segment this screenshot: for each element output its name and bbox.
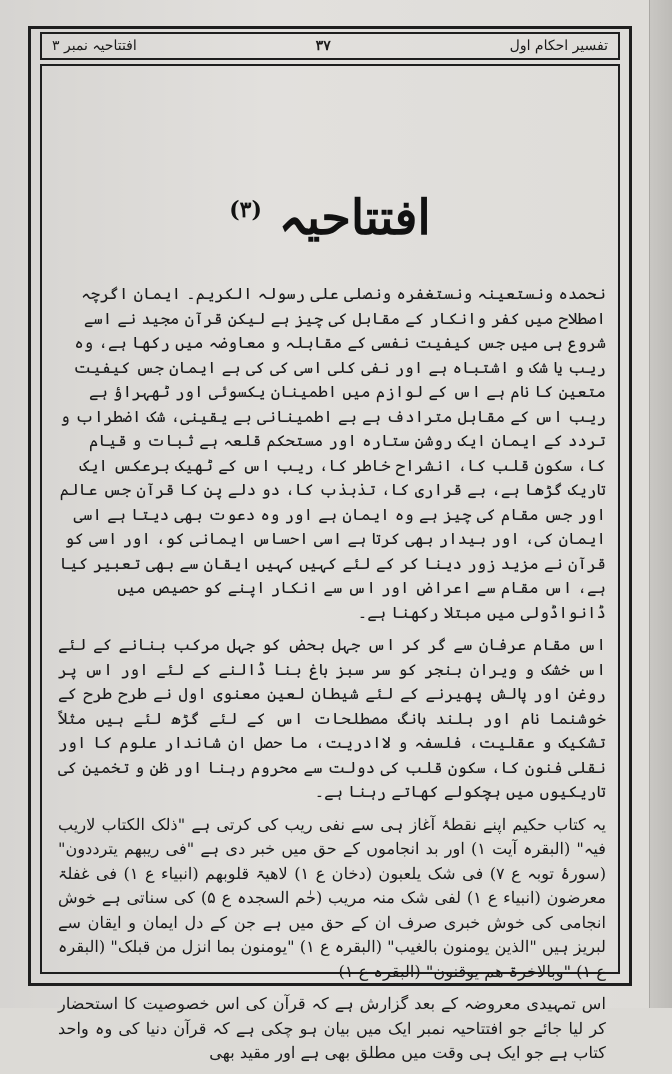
running-header <box>40 32 620 60</box>
title-number: (۳) <box>229 197 262 223</box>
paragraph: یہ کتاب حکیم اپنے نقطۂ آغاز ہی سے نفی ریب کی کرتی ہے "ذلک الکتاب لاریب فیہ" (البقرہ آیت ۱) اور بد انجاموں کے حق میں خبر دی ہے "فی ریبھم یترددون" (سورۂ توبہ ع ۷) فی شک یلعبون (دخان ع ۱) لاھیۃ قلوبھم (انبیاء ع ۱) فی غفلۃ معرضون (انبیاء ع ۱) لفی شک منہ مریب (حٰم السجدہ ع ۵) کی سناتی ہے خوش انجامی کی خوش خبری صرف ان کے حق میں ہے جن کے دل ایمان و ایقان سے لبریز ہیں "الذین یومنون بالغیب" (البقرہ ع ۱) "یومنون بما انزل من قبلک" (البقرہ ع ۱) "وبالاخرۃ ھم یوقنون" (البقرہ ع ۱) <box>58 814 607 981</box>
body-text <box>58 282 606 1074</box>
page-title <box>40 190 620 246</box>
paragraph: نحمدہ ونستعینہ ونستغفرہ ونصلی علی رسولہ الکریم۔ ایمان اگرچہ اصطلاح میں کفر وانکار کے مقابل کی چیز ہے لیکن قرآن مجید نے اسے شروع ہی میں جس کیفیت نفسی کے مقابلہ و معاوضہ میں رکھا ہے، وہ ریب یا شک و اشتباہ ہے اور نفی کلی اسی کی کی ہے ایمان جس کیفیت متعین کا نام ہے اس کے لوازم میں اطمینان یکسوئی اور ٹھہراؤ ہے ریب اس کے مقابل مترادف ہے بے اطمینانی بے یقینی، شک اضطراب و تردد کے ایمان ایک روشن ستارہ اور مستحکم قلعہ ہے ثبات و قیام کا، سکون قلب کا، انشراح خاطر کا، ریب اس کے ٹھیک برعکس ایک تاریک گڑھا ہے، بے قراری کا، تذبذب کا، دو دلے پن کا قرآن جس عالم اور جس مقام کی چیز ہے وہ ایمان ہے اور وہ دعوت بھی دیتا ہے اسی ایمان کی، اور بیدار بھی کرتا ہے اسی احساس ایمانی کو، اور اسی کو قرآن نے مزید زور دینا کر کے لئے کہیں کہیں ایقان سے بھی تعبیر کیا ہے، اس مقام سے اعراض اور اس سے انکار اپنے کو حصیص میں ڈانواڈولی میں مبتلا رکھنا ہے۔ <box>59 284 606 622</box>
paragraph: اس تمہیدی معروضہ کے بعد گزارش ہے کہ قرآن کی اس خصوصیت کا استحضار کر لیا جائے جو افتتاحیہ نمبر ایک میں بیان ہو چکی ہے کہ قرآن دنیا کی وہ واحد کتاب ہے جو ایک ہی وقت میں مطلق بھی ہے اور مقید بھی <box>58 994 606 1062</box>
page-number: ۳۷ <box>315 38 331 54</box>
paragraph: اس مقام عرفان سے گر کر اس جہل بحض کو جہل مرکب بنانے کے لئے اس خشک و ویران بنجر کو سر سبز باغ بنا ڈالنے کے لئے اور اس پر روغن اور پالش پھیرنے کے لئے شیطان لعین معنوی اول نے طرح طرح کے خوشنما نام اور بلند بانگ مصطلحات اس کے لئے گڑھ لئے ہیں مثلاً تشکیک و عقلیت، فلسفہ و لاادریت، ما حصل ان شاندار علوم کا اور نقلی فنون کا، سکون قلب کی دولت سے محروم رہنا اور ظن و تخمین کی تاریکیوں میں ہچکولے کھاتے رہنا ہے۔ <box>58 635 606 801</box>
header-right-text: تفسیر احکام اول <box>509 38 608 54</box>
title-text: افتتاحیہ <box>278 190 431 246</box>
header-left-text: افتتاحیہ نمبر ۳ <box>52 38 137 54</box>
adjacent-page-edge <box>649 0 672 1008</box>
